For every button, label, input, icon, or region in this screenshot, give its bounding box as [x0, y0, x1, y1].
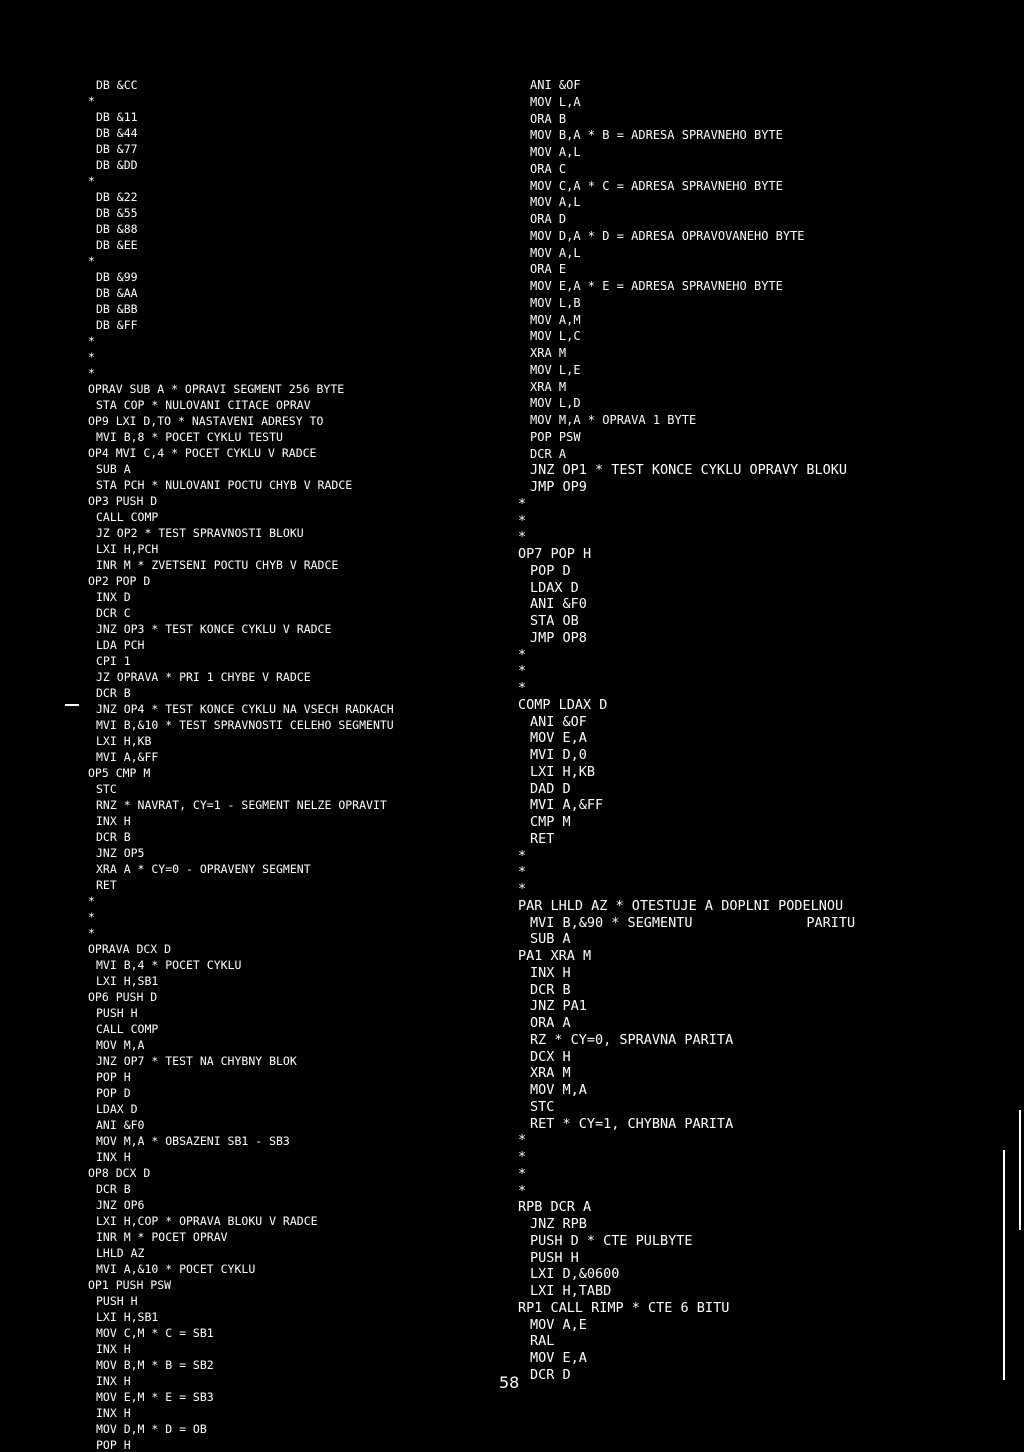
code-line: MOV L,A: [530, 94, 581, 109]
code-line: LDA PCH: [96, 638, 145, 652]
code-line: JNZ PA1: [530, 998, 587, 1015]
code-line: STC: [96, 782, 117, 796]
code-line: XRA A * CY=0 - OPRAVENY SEGMENT: [96, 862, 311, 876]
code-line: ANI &F0: [530, 596, 587, 613]
code-line: DCR C: [96, 606, 131, 620]
code-line: *: [88, 350, 95, 364]
code-line: MVI D,0: [530, 747, 587, 763]
code-line: MOV C,M * C = SB1: [96, 1326, 214, 1340]
code-line: MOV D,A * D = ADRESA OPRAVOVANEHO BYTE: [530, 228, 805, 243]
code-line: PUSH H: [96, 1006, 138, 1020]
code-line: DAD D: [530, 780, 571, 797]
code-line: JZ OPRAVA * PRI 1 CHYBE V RADCE: [96, 670, 311, 684]
code-line: ANI &OF: [530, 78, 581, 92]
code-line: MOV L,D: [530, 396, 581, 411]
code-line: MOV M,A: [530, 1082, 587, 1098]
code-line: *: [518, 680, 527, 696]
code-line: ANI &F0: [96, 1118, 145, 1132]
code-line: DB &EE: [96, 238, 138, 252]
code-line: MVI B,&10 * TEST SPRAVNOSTI CELEHO SEGMENTU: [96, 718, 394, 732]
code-line: RET * CY=1, CHYBNA PARITA: [530, 1115, 734, 1132]
code-line: JMP OP9: [530, 479, 587, 495]
code-line: *: [88, 894, 95, 908]
code-line: DCR D: [530, 1366, 571, 1383]
code-line: LXI H,SB1: [96, 974, 159, 988]
code-line: OP4 MVI C,4 * POCET CYKLU V RADCE: [88, 446, 317, 460]
code-line: MVI B,&90 * SEGMENTU PARITU: [530, 914, 856, 931]
code-line: DCR B: [96, 1182, 131, 1196]
code-line: *: [88, 254, 95, 268]
code-line: DB &88: [96, 222, 138, 236]
code-line: PUSH D * CTE PULBYTE: [530, 1232, 693, 1249]
code-line: JNZ OP5: [96, 846, 145, 860]
code-line: MOV C,A * C = ADRESA SPRAVNEHO BYTE: [530, 178, 783, 193]
code-line: INR M * POCET OPRAV: [96, 1230, 228, 1244]
code-line: DB &22: [96, 190, 138, 204]
code-line: INX H: [96, 1374, 131, 1388]
code-line: JNZ OP3 * TEST KONCE CYKLU V RADCE: [96, 622, 332, 636]
code-line: *: [88, 910, 95, 924]
code-line: LXI H,KB: [530, 763, 596, 780]
code-line: INR M * ZVETSENI POCTU CHYB V RADCE: [96, 558, 339, 572]
code-line: MOV A,E: [530, 1316, 587, 1333]
margin-dash: [65, 704, 79, 706]
code-line: MOV A,L: [530, 145, 581, 159]
code-line: JNZ OP6: [96, 1198, 145, 1212]
code-line: DB &CC: [96, 78, 138, 92]
code-line: ORA D: [530, 212, 567, 226]
vertical-rule: [1019, 1110, 1021, 1230]
code-line: DB &77: [96, 142, 138, 156]
code-line: ORA E: [530, 262, 567, 277]
code-line: DCR B: [96, 830, 131, 844]
code-line: DCX H: [530, 1048, 571, 1065]
code-line: POP D: [530, 562, 571, 579]
code-line: OP7 POP H: [518, 546, 592, 562]
code-line: ORA C: [530, 161, 567, 176]
code-line: RET: [530, 830, 555, 847]
code-line: MOV E,A * E = ADRESA SPRAVNEHO BYTE: [530, 279, 783, 293]
code-line: *: [88, 174, 95, 188]
code-line: *: [88, 366, 95, 380]
code-line: MOV A,M: [530, 312, 581, 327]
code-line: *: [518, 1149, 527, 1165]
code-line: POP H: [96, 1070, 131, 1084]
code-line: INX H: [530, 964, 571, 981]
code-line: MOV E,M * E = SB3: [96, 1390, 214, 1404]
code-line: *: [518, 1165, 527, 1182]
code-line: OP6 PUSH D: [88, 990, 158, 1004]
code-line: DB &55: [96, 206, 138, 220]
code-line: PAR LHLD AZ * OTESTUJE A DOPLNI PODELNOU: [518, 897, 844, 914]
code-line: STA COP * NULOVANI CITACE OPRAV: [96, 398, 311, 412]
code-line: MVI A,&FF: [96, 750, 159, 764]
code-line: DB &99: [96, 270, 138, 284]
code-line: OP5 CMP M: [88, 766, 151, 780]
code-line: DB &DD: [96, 158, 138, 172]
code-line: *: [518, 495, 527, 512]
code-line: INX H: [96, 814, 131, 828]
code-line: *: [88, 94, 95, 108]
code-line: LXI D,&0600: [530, 1266, 620, 1283]
code-line: INX H: [96, 1150, 131, 1164]
code-line: INX H: [96, 1342, 131, 1356]
code-line: DCR B: [530, 981, 571, 998]
code-line: DB &11: [96, 110, 138, 124]
code-line: LXI H,PCH: [96, 542, 159, 556]
code-line: XRA M: [530, 379, 567, 394]
code-line: CPI 1: [96, 654, 131, 668]
code-line: OP2 POP D: [88, 574, 151, 588]
code-line: OP3 PUSH D: [88, 494, 158, 508]
code-line: PUSH H: [96, 1294, 138, 1308]
code-line: *: [518, 864, 527, 881]
code-line: MVI A,&10 * POCET CYKLU: [96, 1262, 256, 1276]
code-line: MVI B,4 * POCET CYKLU: [96, 958, 242, 972]
code-line: RAL: [530, 1333, 555, 1350]
code-line: OP1 PUSH PSW: [88, 1278, 172, 1292]
code-line: ANI &OF: [530, 713, 587, 730]
code-line: LXI H,KB: [96, 734, 152, 748]
code-line: SUB A: [96, 462, 131, 476]
code-line: MOV E,A: [530, 1350, 587, 1366]
code-line: MOV A,L: [530, 245, 581, 260]
code-line: LDAX D: [530, 579, 579, 596]
code-line: MVI B,8 * POCET CYKLU TESTU: [96, 430, 283, 444]
code-line: MOV L,B: [530, 295, 581, 310]
code-line: CMP M: [530, 814, 571, 830]
code-line: DB &BB: [96, 302, 138, 316]
code-line: STC: [530, 1098, 555, 1115]
code-line: *: [88, 334, 95, 348]
code-line: MOV A,L: [530, 195, 581, 210]
code-line: MOV D,M * D = OB: [96, 1422, 207, 1436]
code-line: RET: [96, 878, 117, 892]
code-line: CALL COMP: [96, 1022, 159, 1036]
code-line: *: [518, 1132, 527, 1149]
code-line: MOV M,A * OPRAVA 1 BYTE: [530, 413, 697, 427]
code-line: DCR A: [530, 446, 567, 461]
code-line: LHLD AZ: [96, 1246, 145, 1260]
code-line: ORA B: [530, 111, 567, 126]
code-line: OP9 LXI D,TO * NASTAVENI ADRESY TO: [88, 414, 324, 428]
code-line: LXI H,SB1: [96, 1310, 159, 1324]
code-line: RZ * CY=0, SPRAVNA PARITA: [530, 1031, 734, 1048]
code-line: STA OB: [530, 613, 579, 629]
code-line: INX D: [96, 590, 131, 604]
code-line: OPRAVA DCX D: [88, 942, 172, 956]
code-line: LDAX D: [96, 1102, 138, 1116]
code-line: MOV M,A: [96, 1038, 145, 1052]
code-line: CALL COMP: [96, 510, 159, 524]
code-line: JZ OP2 * TEST SPRAVNOSTI BLOKU: [96, 526, 304, 540]
code-line: XRA M: [530, 346, 567, 360]
code-line: RNZ * NAVRAT, CY=1 - SEGMENT NELZE OPRAVIT: [96, 798, 387, 812]
code-line: OPRAV SUB A * OPRAVI SEGMENT 256 BYTE: [88, 382, 345, 396]
code-line: SUB A: [530, 931, 571, 948]
code-line: *: [88, 926, 95, 940]
code-line: POP D: [96, 1086, 131, 1100]
code-line: MOV L,E: [530, 362, 581, 377]
code-line: POP H: [96, 1438, 131, 1452]
code-line: *: [518, 881, 527, 897]
code-line: POP PSW: [530, 429, 581, 444]
code-line: MOV E,A: [530, 730, 587, 747]
code-line: JNZ OP7 * TEST NA CHYBNY BLOK: [96, 1054, 297, 1068]
code-line: INX H: [96, 1406, 131, 1420]
code-line: MOV L,C: [530, 329, 581, 344]
code-line: DCR B: [96, 686, 131, 700]
code-line: LXI H,COP * OPRAVA BLOKU V RADCE: [96, 1214, 318, 1228]
code-line: *: [518, 847, 527, 864]
code-line: JNZ RPB: [530, 1216, 587, 1232]
code-line: MOV B,A * B = ADRESA SPRAVNEHO BYTE: [530, 128, 783, 143]
code-line: *: [518, 529, 527, 546]
code-line: MOV M,A * OBSAZENI SB1 - SB3: [96, 1134, 290, 1148]
code-line: COMP LDAX D: [518, 696, 608, 713]
code-line: RPB DCR A: [518, 1199, 592, 1216]
code-line: OP8 DCX D: [88, 1166, 151, 1180]
code-line: STA PCH * NULOVANI POCTU CHYB V RADCE: [96, 478, 353, 492]
code-line: RP1 CALL RIMP * CTE 6 BITU: [518, 1299, 730, 1316]
code-line: LXI H,TABD: [530, 1283, 612, 1299]
vertical-rule: [1003, 1150, 1005, 1380]
code-line: DB &FF: [96, 318, 138, 332]
code-line: JNZ OP1 * TEST KONCE CYKLU OPRAVY BLOKU: [530, 462, 847, 479]
code-line: ORA A: [530, 1015, 571, 1031]
code-line: DB &AA: [96, 286, 138, 300]
code-line: DB &44: [96, 126, 138, 140]
code-line: *: [518, 512, 527, 529]
code-line: MVI A,&FF: [530, 797, 604, 814]
code-line: *: [518, 663, 527, 680]
code-line: *: [518, 646, 527, 663]
code-line: MOV B,M * B = SB2: [96, 1358, 214, 1372]
page-number: 58: [499, 1373, 520, 1392]
code-line: XRA M: [530, 1065, 571, 1082]
code-line: PA1 XRA M: [518, 948, 592, 964]
code-line: JMP OP8: [530, 629, 587, 646]
code-line: *: [518, 1182, 527, 1199]
code-line: PUSH H: [530, 1249, 579, 1266]
code-line: JNZ OP4 * TEST KONCE CYKLU NA VSECH RADKACH: [96, 702, 394, 716]
